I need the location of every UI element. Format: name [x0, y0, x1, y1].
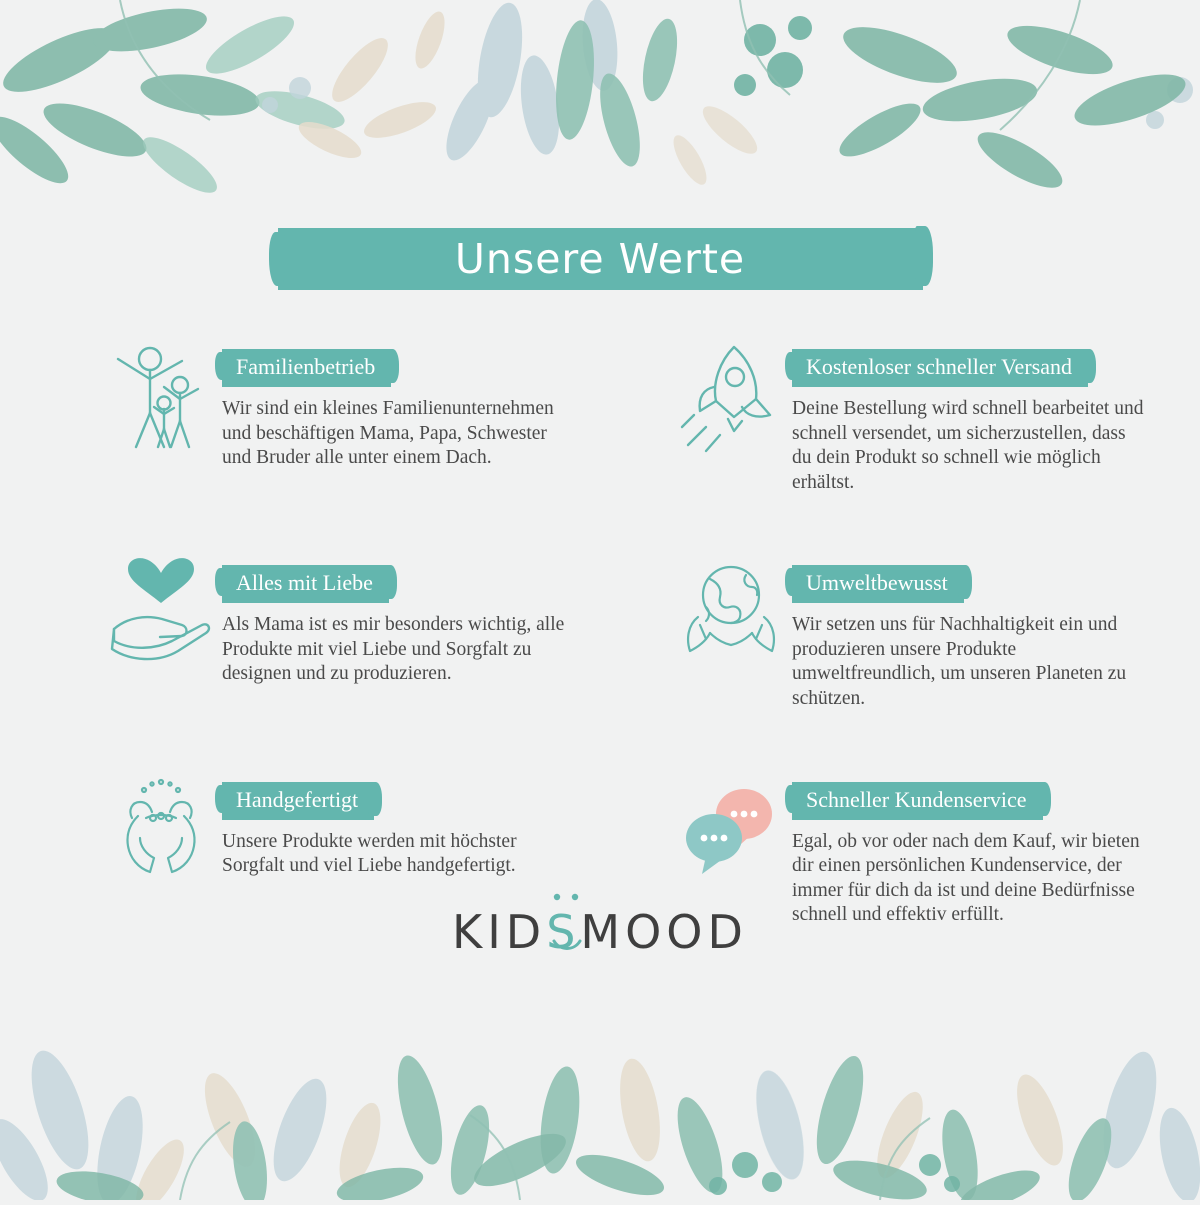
value-item-familienbetrieb	[100, 335, 610, 495]
logo-text	[452, 905, 748, 959]
brand-logo	[0, 905, 1200, 959]
rocket-icon	[670, 335, 792, 465]
value-label: Handgefertigt	[222, 782, 374, 820]
value-label: Familienbetrieb	[222, 349, 391, 387]
value-item-versand	[670, 335, 1180, 495]
value-item-handgefertigt	[100, 768, 610, 928]
logo-part-one: KID	[452, 905, 547, 959]
handmade-hands-icon	[100, 768, 222, 898]
banner-shape	[278, 228, 923, 290]
page-title-banner	[0, 228, 1200, 290]
value-text: Egal, ob vor oder nach dem Kauf, wir bieten dir einen persönlichen Kundenservice, der immer für dich da ist und deine Bedürfnisse schnell und effektiv erfüllt.	[792, 830, 1140, 926]
value-body	[792, 768, 1147, 928]
value-item-kundenservice	[670, 768, 1180, 928]
value-item-liebe	[100, 551, 610, 711]
top-foliage-decoration	[0, 0, 1200, 230]
heart-in-hand-icon	[100, 551, 222, 681]
value-text: Als Mama ist es mir besonders wichtig, alle Produkte mit viel Liebe und Sorgfalt zu designen und zu produzieren.	[222, 614, 565, 685]
value-body	[222, 551, 577, 687]
value-label: Schneller Kundenservice	[792, 782, 1043, 820]
value-body	[792, 551, 1147, 711]
value-body	[222, 335, 577, 471]
value-text: Deine Bestellung wird schnell bearbeitet und schnell versendet, um sicherzustellen, dass du dein Produkt so schnell wie möglich erhältst.	[792, 398, 1144, 493]
value-label: Kostenloser schneller Versand	[792, 349, 1088, 387]
logo-accent-letter: S	[546, 905, 581, 959]
chat-bubbles-icon	[670, 768, 792, 898]
page-title: Unsere Werte	[454, 235, 746, 283]
family-icon	[100, 335, 222, 465]
value-text: Wir setzen uns für Nachhaltigkeit ein und produzieren unsere Produkte umweltfreundlich, um unseren Planeten zu schützen.	[792, 614, 1127, 709]
logo-face-icon	[544, 889, 588, 959]
value-text: Unsere Produkte werden mit höchster Sorgfalt und viel Liebe handgefertigt.	[222, 830, 517, 877]
value-label: Umweltbewusst	[792, 565, 964, 603]
value-text: Wir sind ein kleines Familienunternehmen und beschäftigen Mama, Papa, Schwester und Bruder alle unter einem Dach.	[222, 398, 554, 469]
bottom-foliage-decoration	[0, 960, 1200, 1200]
values-grid	[0, 335, 1200, 928]
value-body	[222, 768, 577, 879]
value-label: Alles mit Liebe	[222, 565, 389, 603]
logo-part-two: MOOD	[580, 905, 748, 959]
value-body	[792, 335, 1147, 495]
value-item-umwelt	[670, 551, 1180, 711]
globe-in-hands-icon	[670, 551, 792, 681]
